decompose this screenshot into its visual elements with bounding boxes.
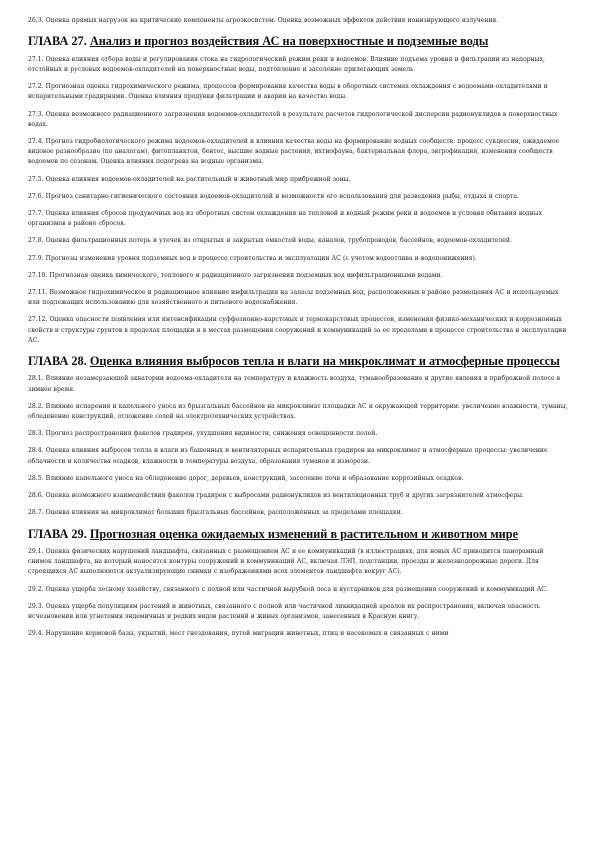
- document-page: [28, 16, 569, 639]
- paragraph-27-9: 27.9. Прогнозы изменения уровня подземных вод в процессе строительства и эксплуатации АС (с учетом водоотлива и водопонижения).: [28, 254, 477, 262]
- paragraph-27-12: 27.12. Оценка опасности появления или интенсификации суффозионно-карстовых и термокарстовых процессов, изменения физико-механических и коррозионных свойств и структуры грунтов в пределах площадки и в местах размещения сооружений и коммуникаций за ее пределами в процессе строительства и эксплуатации АС.: [28, 316, 567, 344]
- paragraph-29-1: 29.1. Оценка физических нарушений ландшафта, связанных с размещением АС и ее коммуникаций (в иллюстрациях, для новых АС приводится панорамный снимок ландшафта, на который наносятся контуры сооружений и коммуникаций АС, включая ЛЭП, подстанции, проезды и железнодорожные дороги. Для строящихся АС выполняются актуализирующие снимки с изображениями всех элементов ландшафта вокруг АС).: [28, 548, 544, 576]
- paragraph-27-8: 27.8. Оценка фильтрационных потерь и утечек из открытых и закрытых емкостей воды, каналов, трубопроводов, бассейнов, водоемов-охладителей.: [28, 237, 512, 245]
- paragraph-27-6: 27.6. Прогноз санитарно-гигиенического состояния водоемов-охладителей и возможности его использования для разведения рыбы, отдыха и спорта.: [28, 192, 519, 200]
- paragraph-28-1: 28.1. Влияние незамерзающей акватории водоема-охладителя на температуру и влажность воздуха, туманообразование и другие явления в прибрежной полосе в зимнее время.: [28, 375, 561, 393]
- chapter-28-number: ГЛАВА 28.: [28, 353, 87, 368]
- paragraph-27-7: 27.7. Оценка влияния сбросов продувочных вод из оборотных систем охлаждения на тепловой и водный режим реки и водоемов и условия обитания водных организмов в районе сбросов.: [28, 209, 543, 228]
- chapter-28-title: Оценка влияния выбросов тепла и влаги на микроклимат и атмосферные процессы: [89, 353, 560, 368]
- paragraph-27-10: 27.10. Прогнозная оценка химического, теплового и радиационного загрязнения подземных вод инфильтрационными водами.: [28, 271, 443, 279]
- paragraph-28-5: 28.5. Влияние капельного уноса на обледенение дорог, деревьев, конструкций, засоление почв и образование коррозийных осадков.: [28, 474, 464, 482]
- paragraph-28-6: 28.6. Оценка возможного взаимодействия факелов градирен с выбросами радионуклидов из вентиляционных труб и других загрязнителей атмосферы.: [28, 492, 524, 500]
- paragraph-27-11: 27.11. Возможное гидрохимическое и радиационное влияние инфильтрации на запасы подземных вод, расположенных в районе размещения АС и используемых или подлежащих использованию для хозяйственного и питьевого водоснабжения.: [28, 288, 559, 307]
- paragraph-28-2: 28.2. Влияние испарения и капельного уноса из брызгальных бассейнов на микроклимат площадки АС и окружающей территории: увеличение влажности, туманы, обледенение конструкций, отложение солей на электротехнических устройствах.: [28, 402, 568, 421]
- paragraph-29-3: 29.3. Оценка ущерба популяциям растений и животных, связанного с полной или частичной ликвидацией ареалов их распространения, включая опасность исчезновения или угнетения эндемичных и редких видов растений и живых организмов, занесенных в Красную книгу.: [28, 602, 541, 621]
- chapter-27-number: ГЛАВА 27.: [28, 34, 87, 49]
- paragraph-26-3: 26.3. Оценка прямых нагрузок на критические компоненты агроэкосистем. Оценка возможных эффектов действия ионизирующего излучения.: [28, 17, 499, 24]
- chapter-27-heading: [28, 34, 569, 49]
- chapter-29-heading: [28, 527, 569, 542]
- chapter-29-number: ГЛАВА 29.: [28, 526, 87, 541]
- paragraph-28-4: 28.4. Оценка влияния выбросов тепла и влаги из башенных и вентиляторных испарительных градирен на микроклимат и атмосферные процессы: увеличение облачности и количества осадков, влажности и температуры воздуха, образования туманов и изморози.: [28, 447, 548, 465]
- paragraph-27-2: 27.2. Прогнозная оценка гидрохимического режима, процессов формирования качества воды в оборотных системах охлаждения с водоемами-охладителями и испарительными градирнями. Оценка влияния продувки фильтрации и аварии на качество воды.: [28, 83, 548, 101]
- chapter-28-heading: [28, 354, 569, 369]
- chapter-29-title: Прогнозная оценка ожидаемых изменений в растительном и животном мире: [89, 526, 519, 541]
- paragraph-29-4: 29.4. Нарушение кормовой базы, укрытий, мест гнездования, путей миграции животных, птиц и насекомых и связанных с ними: [28, 630, 449, 638]
- paragraph-27-3: 27.3. Оценка возможного радиационного загрязнения водоемов-охладителей в результате расчетов гидрологической дисперсии радионуклидов в поверхностных водах.: [28, 110, 558, 128]
- paragraph-27-4: 27.4. Прогноз гидробиологического режима водоемов-охладителей и влияния качества воды на формирование водных сообществ: процесс сукцессии, ожидаемое видовое разнообразие (по аналогам), фитопланктон, бентос, высшие водные растения, ихтиофауна, бактериальная флора, эвтрофикация, изменения сообществ водоемов по сезонам. Оценка влияния подогрева на водные организмы.: [28, 137, 560, 166]
- paragraph-27-1: 27.1. Оценка влияния отбора воды и регулирования стока на гидрологический режим реки и водоемов. Влияние подъема уровня и фильтрации из напорных, отстойных и русловых водоемов-охладителей на поверхностные воды, подтопление и засоление прилегающих земель.: [28, 55, 545, 73]
- paragraph-28-7: 28.7. Оценка влияния на микроклимат больших брызгальных бассейнов, расположенных за пределами площадки.: [28, 509, 403, 517]
- paragraph-29-2: 29.2. Оценка ущерба лесному хозяйству, связанного с полной или частичной вырубкой леса и кустарников для размещения сооружений и коммуникаций АС.: [28, 585, 548, 593]
- paragraph-27-5: 27.5. Оценка влияния водоемов-охладителей на растительный и животный мир прибрежной зоны.: [28, 175, 351, 183]
- chapter-27-title: Анализ и прогноз воздействия АС на поверхностные и подземные воды: [89, 34, 489, 49]
- paragraph-28-3: 28.3. Прогноз распространения факелов градирен, ухудшения видимости, снижения освещенности полей.: [28, 430, 378, 438]
